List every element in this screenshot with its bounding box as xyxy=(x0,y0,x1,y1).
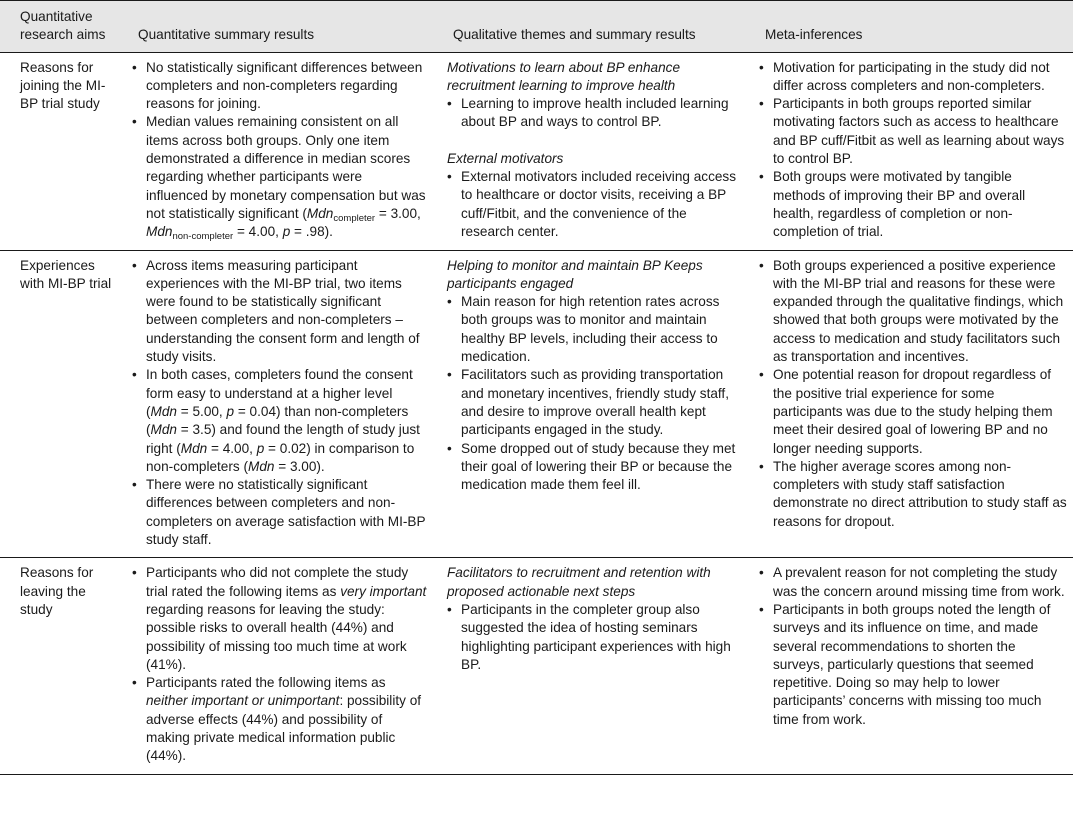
list-item: • Median values remaining consistent on all items across both groups. Only one item demonstrated a difference in median scores regarding whether participants were influenced by monetary compensation but was not statistically significant (Mdn$_{completer}$ = 3.00, Mdn$_{non-completer}$ = 4.00, p = .98). xyxy=(132,113,427,241)
meta-cell xyxy=(745,250,1073,558)
header-quantitative-research-aims: Quantitative research aims xyxy=(0,1,118,53)
table-row xyxy=(0,52,1073,250)
qual-cell xyxy=(433,52,745,250)
list-item: • Some dropped out of study because they met their goal of lowering their BP or because the medication made them feel ill. xyxy=(447,440,739,495)
quant-cell xyxy=(118,52,433,250)
qual-cell xyxy=(433,558,745,774)
qual-theme: External motivators xyxy=(447,150,564,166)
list-item: • Main reason for high retention rates across both groups was to monitor and maintain healthy BP levels, including their access to medication. xyxy=(447,293,739,366)
list-item: • In both cases, completers found the consent form easy to understand at a higher level (Mdn = 5.00, p = 0.04) than non-completers (Mdn = 3.5) and found the length of study just right (Mdn = 4.00, p = 0.02) in comparison to non-completers (Mdn = 3.00). xyxy=(132,366,427,476)
list-item: • The higher average scores among non-completers with study staff satisfaction demonstrate no direct attribution to study staff as reasons for dropout. xyxy=(759,458,1067,531)
list-item: • One potential reason for dropout regardless of the positive trial experience for some participants was due to the study helping them meet their desired goal of lowering BP and no longer needing supports. xyxy=(759,366,1067,457)
qual-theme: Motivations to learn about BP enhance recruitment learning to improve health xyxy=(447,59,681,93)
list-item: • Across items measuring participant experiences with the MI-BP trial, two items were found to be statistically significant between completers and non-completers – understanding the consent form and length of study visits. xyxy=(132,257,427,367)
header-meta-inferences: Meta-inferences xyxy=(745,1,1073,53)
list-item: • Participants rated the following items as neither important or unimportant: possibility of adverse effects (44%) and possibility of making private medical information public (44%). xyxy=(132,674,427,765)
list-item: • Participants in both groups noted the length of surveys and its influence on time, and made several recommendations to shorten the surveys, particularly questions that seemed repetitive. Doing so may help to lower participants’ concerns with missing too much time from work. xyxy=(759,601,1067,729)
list-item: • Both groups were motivated by tangible methods of improving their BP and overall health, regardless of completion or non-completion of trial. xyxy=(759,168,1067,241)
list-item: • Participants who did not complete the study trial rated the following items as very important regarding reasons for leaving the study: possible risks to overall health (44%) and possibility of missing too much time at work (41%). xyxy=(132,564,427,674)
aim-cell: Experiences with MI-BP trial xyxy=(0,250,118,558)
table-row xyxy=(0,250,1073,558)
table-row xyxy=(0,558,1073,774)
list-item: • A prevalent reason for not completing the study was the concern around missing time from work. xyxy=(759,564,1067,601)
list-item: • Motivation for participating in the study did not differ across completers and non-completers. xyxy=(759,59,1067,96)
quant-cell xyxy=(118,250,433,558)
list-item: • No statistically significant differences between completers and non-completers regarding reasons for joining. xyxy=(132,59,427,114)
aim-cell: Reasons for joining the MI-BP trial study xyxy=(0,52,118,250)
quant-cell xyxy=(118,558,433,774)
qual-theme: Helping to monitor and maintain BP Keeps participants engaged xyxy=(447,257,703,291)
list-item: • External motivators included receiving access to healthcare or doctor visits, receiving a BP cuff/Fitbit, and the convenience of the research center. xyxy=(447,168,739,241)
list-item: • Both groups experienced a positive experience with the MI-BP trial and reasons for these were expanded through the qualitative findings, which showed that both groups were motivated by the access to medication and study facilitators such as transportation and incentives. xyxy=(759,257,1067,367)
header-quantitative-summary-results: Quantitative summary results xyxy=(118,1,433,53)
table-header xyxy=(0,1,1073,53)
list-item: • Learning to improve health included learning about BP and ways to control BP. xyxy=(447,95,739,132)
meta-cell xyxy=(745,52,1073,250)
qual-theme: Facilitators to recruitment and retention with proposed actionable next steps xyxy=(447,565,711,599)
list-item: • Participants in the completer group also suggested the idea of hosting seminars highlighting participant experiences with high BP. xyxy=(447,601,739,674)
aim-cell: Reasons for leaving the study xyxy=(0,558,118,774)
list-item: • Facilitators such as providing transportation and monetary incentives, friendly study staff, and desire to improve overall health kept participants engaged in the study. xyxy=(447,366,739,439)
list-item: • There were no statistically significant differences between completers and non-completers on average satisfaction with MI-BP study staff. xyxy=(132,476,427,549)
header-qualitative-themes: Qualitative themes and summary results xyxy=(433,1,745,53)
list-item: • Participants in both groups reported similar motivating factors such as access to healthcare and BP cuff/Fitbit as well as learning about ways to control BP. xyxy=(759,95,1067,168)
qual-cell xyxy=(433,250,745,558)
meta-cell xyxy=(745,558,1073,774)
